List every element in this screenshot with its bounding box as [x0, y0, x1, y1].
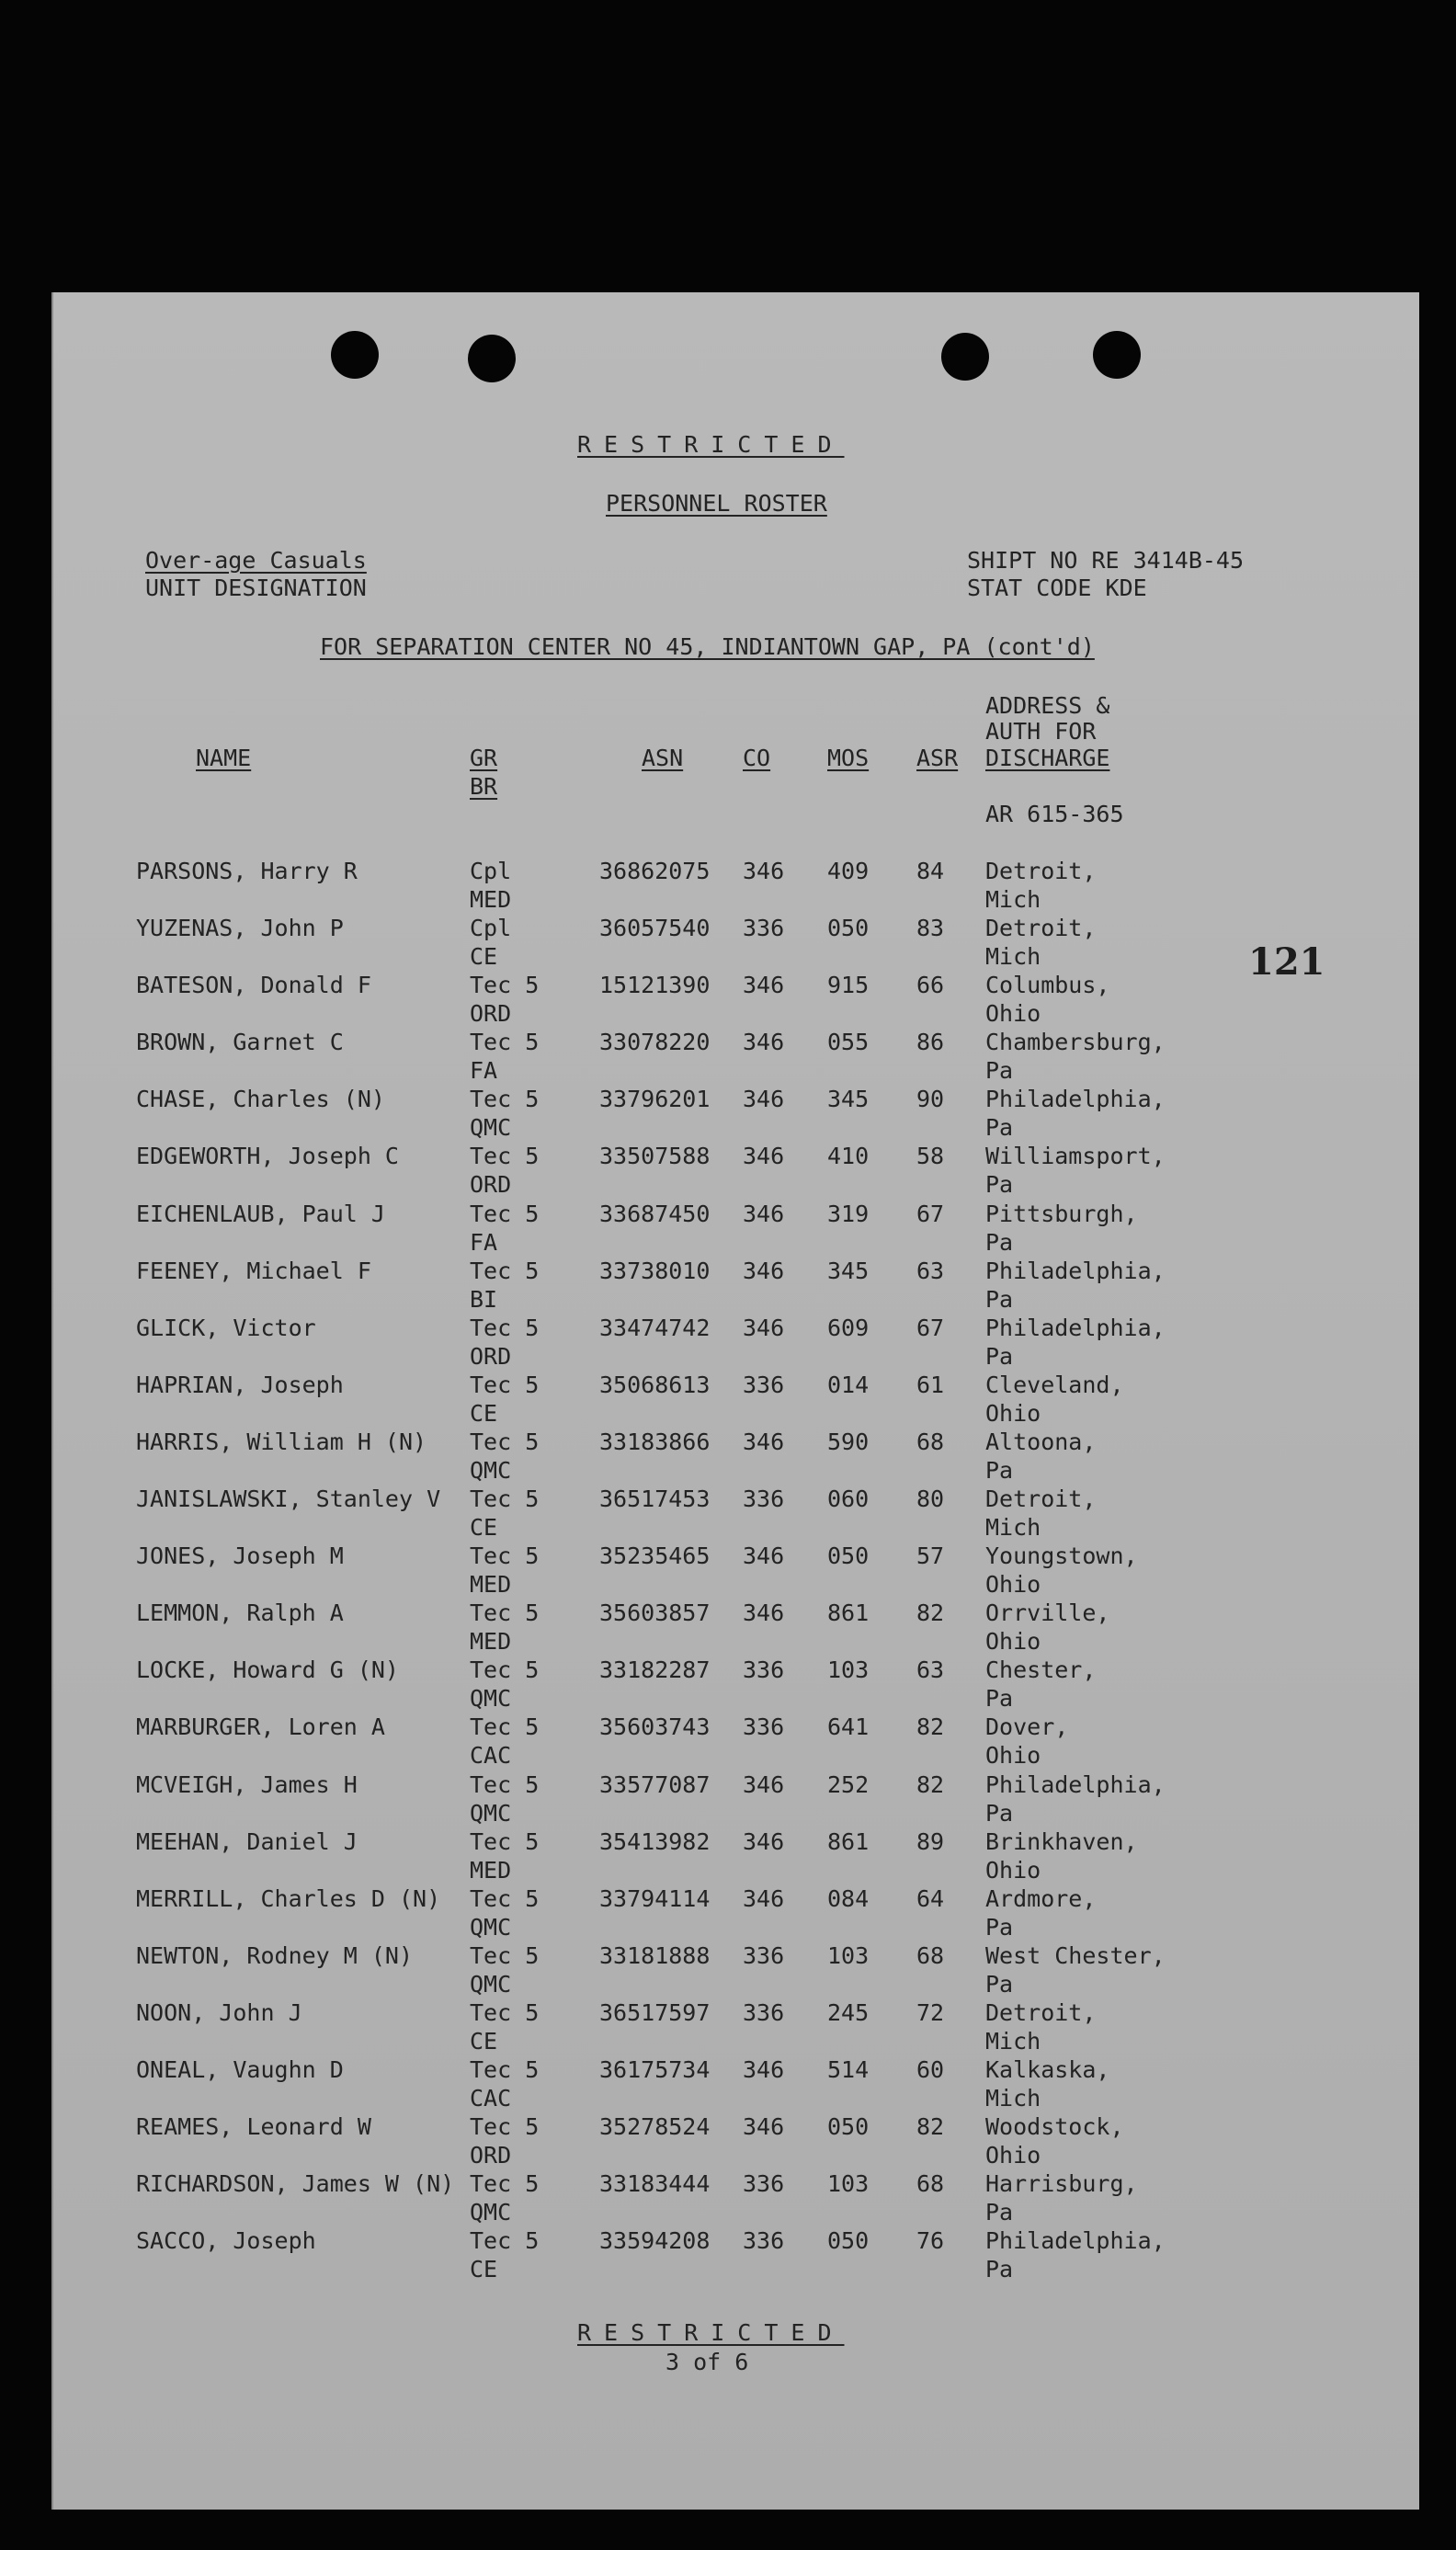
row-name: MCVEIGH, James H: [136, 1770, 358, 1798]
header-grade: GR: [470, 745, 498, 771]
row-state: Ohio: [985, 1000, 1041, 1028]
row-name: LOCKE, Howard G (N): [136, 1656, 399, 1684]
header-co: CO: [743, 745, 771, 771]
row-name: EDGEWORTH, Joseph C: [136, 1143, 399, 1170]
row-branch: MED: [470, 1628, 512, 1656]
row-asn: 36517453: [599, 1486, 711, 1513]
row-mos: 050: [827, 915, 870, 942]
header-name: NAME: [196, 745, 252, 771]
row-asn: 35068613: [599, 1371, 711, 1398]
roster-row: [53, 1884, 1419, 1941]
row-state: Ohio: [985, 2142, 1041, 2169]
row-co: 336: [743, 915, 785, 942]
row-name: JONES, Joseph M: [136, 1543, 344, 1570]
row-name: EICHENLAUB, Paul J: [136, 1200, 385, 1227]
row-city: West Chester,: [985, 1941, 1166, 1969]
roster-row: [53, 1028, 1419, 1085]
header-asn: ASN: [642, 745, 684, 771]
row-mos: 514: [827, 2055, 870, 2083]
row-co: 346: [743, 1314, 785, 1341]
row-co: 346: [743, 2055, 785, 2083]
roster-row: [53, 1599, 1419, 1656]
row-city: Brinkhaven,: [985, 1827, 1138, 1855]
row-mos: 915: [827, 972, 870, 999]
row-asr: 63: [916, 1257, 945, 1284]
roster-row: [53, 857, 1419, 914]
unit-label: UNIT DESIGNATION: [145, 575, 367, 601]
row-asr: 57: [916, 1543, 945, 1570]
row-state: Pa: [985, 1171, 1014, 1199]
row-asn: 33687450: [599, 1200, 711, 1227]
row-mos: 345: [827, 1086, 870, 1113]
roster-row: [53, 1371, 1419, 1428]
row-branch: QMC: [470, 1456, 512, 1484]
row-grade: Tec 5: [470, 2170, 540, 2198]
row-name: HARRIS, William H (N): [136, 1428, 427, 1455]
row-asn: 33474742: [599, 1314, 711, 1341]
roster-row: [53, 1257, 1419, 1314]
row-state: Ohio: [985, 1571, 1041, 1599]
row-name: ONEAL, Vaughn D: [136, 2055, 344, 2083]
row-asr: 67: [916, 1200, 945, 1227]
row-grade: Tec 5: [470, 1656, 540, 1684]
roster-row: [53, 1200, 1419, 1257]
row-branch: CE: [470, 1514, 498, 1542]
roster-row: [53, 914, 1419, 971]
roster-row: [53, 1998, 1419, 2055]
row-branch: MED: [470, 886, 512, 913]
roster-row: [53, 1941, 1419, 1998]
row-mos: 050: [827, 2227, 870, 2255]
row-asn: 33507588: [599, 1143, 711, 1170]
row-state: Ohio: [985, 1856, 1041, 1884]
roster-page: [51, 292, 1419, 2510]
row-asr: 76: [916, 2227, 945, 2255]
roster-row: [53, 1142, 1419, 1199]
row-grade: Tec 5: [470, 1428, 540, 1455]
shipment-number: SHIPT NO RE 3414B-45: [967, 547, 1245, 574]
row-branch: CE: [470, 943, 498, 971]
row-mos: 345: [827, 1257, 870, 1284]
row-co: 336: [743, 1998, 785, 2026]
row-mos: 590: [827, 1428, 870, 1455]
document-title: PERSONNEL ROSTER: [606, 490, 827, 517]
row-name: NOON, John J: [136, 1998, 302, 2026]
roster-row: [53, 971, 1419, 1028]
row-city: Dover,: [985, 1713, 1069, 1741]
row-mos: 084: [827, 1884, 870, 1912]
row-city: Detroit,: [985, 1998, 1097, 2026]
row-grade: Tec 5: [470, 1713, 540, 1741]
row-asn: 35603857: [599, 1599, 711, 1627]
row-grade: Tec 5: [470, 2227, 540, 2255]
row-city: Philadelphia,: [985, 1770, 1166, 1798]
row-co: 336: [743, 2170, 785, 2198]
row-mos: 410: [827, 1143, 870, 1170]
row-asn: 33796201: [599, 1086, 711, 1113]
row-asr: 68: [916, 1941, 945, 1969]
row-asr: 82: [916, 1599, 945, 1627]
row-name: GLICK, Victor: [136, 1314, 316, 1341]
row-branch: ORD: [470, 1342, 512, 1370]
row-grade: Tec 5: [470, 1486, 540, 1513]
row-grade: Tec 5: [470, 1314, 540, 1341]
row-asr: 58: [916, 1143, 945, 1170]
row-name: MARBURGER, Loren A: [136, 1713, 385, 1741]
row-grade: Tec 5: [470, 1029, 540, 1056]
row-co: 346: [743, 1884, 785, 1912]
row-branch: ORD: [470, 1000, 512, 1028]
row-grade: Tec 5: [470, 1884, 540, 1912]
header-address-2: AUTH FOR: [985, 718, 1097, 745]
row-asn: 33181888: [599, 1941, 711, 1969]
punch-hole: [941, 333, 989, 381]
row-asn: 33183866: [599, 1428, 711, 1455]
row-city: Ardmore,: [985, 1884, 1097, 1912]
row-branch: QMC: [470, 1114, 512, 1142]
row-city: Williamsport,: [985, 1143, 1166, 1170]
row-grade: Tec 5: [470, 2113, 540, 2141]
stat-code: STAT CODE KDE: [967, 575, 1147, 601]
row-grade: Tec 5: [470, 1827, 540, 1855]
row-city: Altoona,: [985, 1428, 1097, 1455]
row-asr: 80: [916, 1486, 945, 1513]
row-asn: 33078220: [599, 1029, 711, 1056]
page-number: 3 of 6: [665, 2349, 749, 2375]
row-asr: 60: [916, 2055, 945, 2083]
header-address-1: ADDRESS &: [985, 692, 1110, 719]
row-city: Youngstown,: [985, 1543, 1138, 1570]
row-co: 346: [743, 1599, 785, 1627]
row-asn: 36517597: [599, 1998, 711, 2026]
row-asr: 83: [916, 915, 945, 942]
row-city: Detroit,: [985, 858, 1097, 884]
header-address-3: DISCHARGE: [985, 745, 1110, 771]
row-state: Mich: [985, 2027, 1041, 2055]
row-grade: Tec 5: [470, 1371, 540, 1398]
row-asr: 64: [916, 1884, 945, 1912]
row-name: LEMMON, Ralph A: [136, 1599, 344, 1627]
row-co: 336: [743, 2227, 785, 2255]
row-state: Pa: [985, 2199, 1014, 2226]
row-state: Pa: [985, 1456, 1014, 1484]
row-branch: QMC: [470, 1970, 512, 1998]
row-name: RICHARDSON, James W (N): [136, 2170, 455, 2198]
roster-row: [53, 1827, 1419, 1884]
row-branch: CAC: [470, 2084, 512, 2112]
row-co: 346: [743, 1200, 785, 1227]
row-asr: 89: [916, 1827, 945, 1855]
row-state: Ohio: [985, 1399, 1041, 1427]
row-mos: 014: [827, 1371, 870, 1398]
row-state: Pa: [985, 1228, 1014, 1256]
row-co: 336: [743, 1713, 785, 1741]
row-co: 346: [743, 2113, 785, 2141]
punch-hole: [1093, 331, 1141, 379]
row-asn: 35235465: [599, 1543, 711, 1570]
row-mos: 050: [827, 2113, 870, 2141]
row-grade: Tec 5: [470, 1086, 540, 1113]
page-stamp: 121: [1248, 940, 1325, 984]
row-branch: MED: [470, 1856, 512, 1884]
row-state: Pa: [985, 1285, 1014, 1313]
row-grade: Tec 5: [470, 1941, 540, 1969]
row-city: Detroit,: [985, 1486, 1097, 1513]
roster-row: [53, 1085, 1419, 1142]
row-mos: 861: [827, 1599, 870, 1627]
row-asn: 33594208: [599, 2227, 711, 2255]
row-grade: Tec 5: [470, 1998, 540, 2026]
row-mos: 245: [827, 1998, 870, 2026]
row-branch: CAC: [470, 1742, 512, 1770]
row-grade: Tec 5: [470, 1257, 540, 1284]
row-asn: 15121390: [599, 972, 711, 999]
row-name: HAPRIAN, Joseph: [136, 1371, 344, 1398]
row-co: 346: [743, 1770, 785, 1798]
row-grade: Tec 5: [470, 1143, 540, 1170]
row-state: Pa: [985, 1799, 1014, 1827]
row-name: BROWN, Garnet C: [136, 1029, 344, 1056]
roster-row: [53, 1713, 1419, 1770]
row-branch: FA: [470, 1228, 498, 1256]
row-asn: 33794114: [599, 1884, 711, 1912]
row-branch: CE: [470, 2027, 498, 2055]
row-mos: 409: [827, 858, 870, 884]
row-asn: 33182287: [599, 1656, 711, 1684]
row-co: 346: [743, 1428, 785, 1455]
row-city: Philadelphia,: [985, 1086, 1166, 1113]
row-branch: QMC: [470, 1799, 512, 1827]
row-name: BATESON, Donald F: [136, 972, 371, 999]
row-asr: 63: [916, 1656, 945, 1684]
row-grade: Tec 5: [470, 1200, 540, 1227]
row-asn: 35413982: [599, 1827, 711, 1855]
row-branch: QMC: [470, 1685, 512, 1713]
row-name: PARSONS, Harry R: [136, 858, 358, 884]
row-asr: 82: [916, 1770, 945, 1798]
row-asn: 36057540: [599, 915, 711, 942]
row-mos: 103: [827, 1656, 870, 1684]
punch-hole: [468, 335, 516, 382]
row-state: Ohio: [985, 1628, 1041, 1656]
row-grade: Cpl: [470, 915, 512, 942]
row-name: MEEHAN, Daniel J: [136, 1827, 358, 1855]
row-branch: FA: [470, 1057, 498, 1085]
row-asn: 33577087: [599, 1770, 711, 1798]
row-city: Detroit,: [985, 915, 1097, 942]
row-co: 346: [743, 1543, 785, 1570]
row-grade: Tec 5: [470, 972, 540, 999]
roster-row: [53, 1428, 1419, 1485]
row-city: Philadelphia,: [985, 1257, 1166, 1284]
row-asr: 82: [916, 1713, 945, 1741]
row-co: 346: [743, 858, 785, 884]
roster-row: [53, 1770, 1419, 1827]
row-city: Pittsburgh,: [985, 1200, 1138, 1227]
row-mos: 252: [827, 1770, 870, 1798]
row-mos: 319: [827, 1200, 870, 1227]
row-state: Mich: [985, 2084, 1041, 2112]
row-mos: 103: [827, 2170, 870, 2198]
row-asn: 35603743: [599, 1713, 711, 1741]
row-asn: 35278524: [599, 2113, 711, 2141]
roster-row: [53, 1485, 1419, 1542]
row-mos: 055: [827, 1029, 870, 1056]
row-branch: MED: [470, 1571, 512, 1599]
row-co: 336: [743, 1371, 785, 1398]
roster-row: [53, 1314, 1419, 1371]
row-co: 346: [743, 1257, 785, 1284]
row-co: 346: [743, 1029, 785, 1056]
row-branch: QMC: [470, 2199, 512, 2226]
row-mos: 861: [827, 1827, 870, 1855]
row-city: Chambersburg,: [985, 1029, 1166, 1056]
row-mos: 609: [827, 1314, 870, 1341]
row-state: Mich: [985, 886, 1041, 913]
row-mos: 060: [827, 1486, 870, 1513]
row-grade: Tec 5: [470, 1543, 540, 1570]
row-co: 346: [743, 1086, 785, 1113]
row-asr: 66: [916, 972, 945, 999]
row-state: Pa: [985, 1057, 1014, 1085]
row-branch: QMC: [470, 1913, 512, 1941]
roster-row: [53, 2055, 1419, 2112]
row-mos: 641: [827, 1713, 870, 1741]
roster-row: [53, 1656, 1419, 1713]
row-asr: 84: [916, 858, 945, 884]
row-asr: 90: [916, 1086, 945, 1113]
punch-hole: [331, 331, 379, 379]
row-asn: 36862075: [599, 858, 711, 884]
row-name: JANISLAWSKI, Stanley V: [136, 1486, 441, 1513]
row-name: CHASE, Charles (N): [136, 1086, 385, 1113]
row-city: Columbus,: [985, 972, 1110, 999]
row-branch: CE: [470, 2256, 498, 2283]
row-city: Chester,: [985, 1656, 1097, 1684]
classification-header: RESTRICTED: [577, 431, 845, 458]
roster-row: [53, 1542, 1419, 1599]
row-asr: 68: [916, 1428, 945, 1455]
row-city: Philadelphia,: [985, 2227, 1166, 2255]
header-branch: BR: [470, 773, 498, 800]
row-asr: 61: [916, 1371, 945, 1398]
row-co: 336: [743, 1486, 785, 1513]
row-branch: ORD: [470, 2142, 512, 2169]
row-name: SACCO, Joseph: [136, 2227, 316, 2255]
row-city: Harrisburg,: [985, 2170, 1138, 2198]
row-city: Woodstock,: [985, 2113, 1124, 2141]
row-asn: 33738010: [599, 1257, 711, 1284]
destination-line: FOR SEPARATION CENTER NO 45, INDIANTOWN GAP, PA (cont'd): [320, 633, 1095, 660]
row-asr: 72: [916, 1998, 945, 2026]
row-city: Orrville,: [985, 1599, 1110, 1627]
row-city: Kalkaska,: [985, 2055, 1110, 2083]
row-co: 336: [743, 1941, 785, 1969]
row-asn: 33183444: [599, 2170, 711, 2198]
row-co: 346: [743, 972, 785, 999]
header-asr: ASR: [916, 745, 959, 771]
row-co: 346: [743, 1143, 785, 1170]
row-state: Mich: [985, 1514, 1041, 1542]
row-state: Pa: [985, 1342, 1014, 1370]
row-grade: Cpl: [470, 858, 512, 884]
row-state: Ohio: [985, 1742, 1041, 1770]
row-branch: BI: [470, 1285, 498, 1313]
row-state: Pa: [985, 1913, 1014, 1941]
row-state: Pa: [985, 1114, 1014, 1142]
roster-row: [53, 2226, 1419, 2283]
row-grade: Tec 5: [470, 1599, 540, 1627]
row-name: FEENEY, Michael F: [136, 1257, 371, 1284]
row-asr: 82: [916, 2113, 945, 2141]
roster-rows: [53, 857, 1419, 2283]
row-state: Pa: [985, 2256, 1014, 2283]
row-state: Pa: [985, 1685, 1014, 1713]
row-mos: 103: [827, 1941, 870, 1969]
row-name: REAMES, Leonard W: [136, 2113, 371, 2141]
roster-row: [53, 2169, 1419, 2226]
row-mos: 050: [827, 1543, 870, 1570]
header-mos: MOS: [827, 745, 870, 771]
row-grade: Tec 5: [470, 1770, 540, 1798]
row-asr: 67: [916, 1314, 945, 1341]
row-co: 336: [743, 1656, 785, 1684]
header-authority: AR 615-365: [985, 801, 1124, 827]
row-asn: 36175734: [599, 2055, 711, 2083]
row-state: Pa: [985, 1970, 1014, 1998]
row-city: Cleveland,: [985, 1371, 1124, 1398]
row-asr: 68: [916, 2170, 945, 2198]
row-co: 346: [743, 1827, 785, 1855]
row-name: NEWTON, Rodney M (N): [136, 1941, 414, 1969]
row-branch: ORD: [470, 1171, 512, 1199]
row-name: YUZENAS, John P: [136, 915, 344, 942]
row-branch: CE: [470, 1399, 498, 1427]
row-name: MERRILL, Charles D (N): [136, 1884, 441, 1912]
classification-footer: RESTRICTED: [577, 2319, 845, 2346]
row-grade: Tec 5: [470, 2055, 540, 2083]
row-asr: 86: [916, 1029, 945, 1056]
roster-row: [53, 2112, 1419, 2169]
row-city: Philadelphia,: [985, 1314, 1166, 1341]
row-state: Mich: [985, 943, 1041, 971]
unit-name: Over-age Casuals: [145, 547, 367, 574]
